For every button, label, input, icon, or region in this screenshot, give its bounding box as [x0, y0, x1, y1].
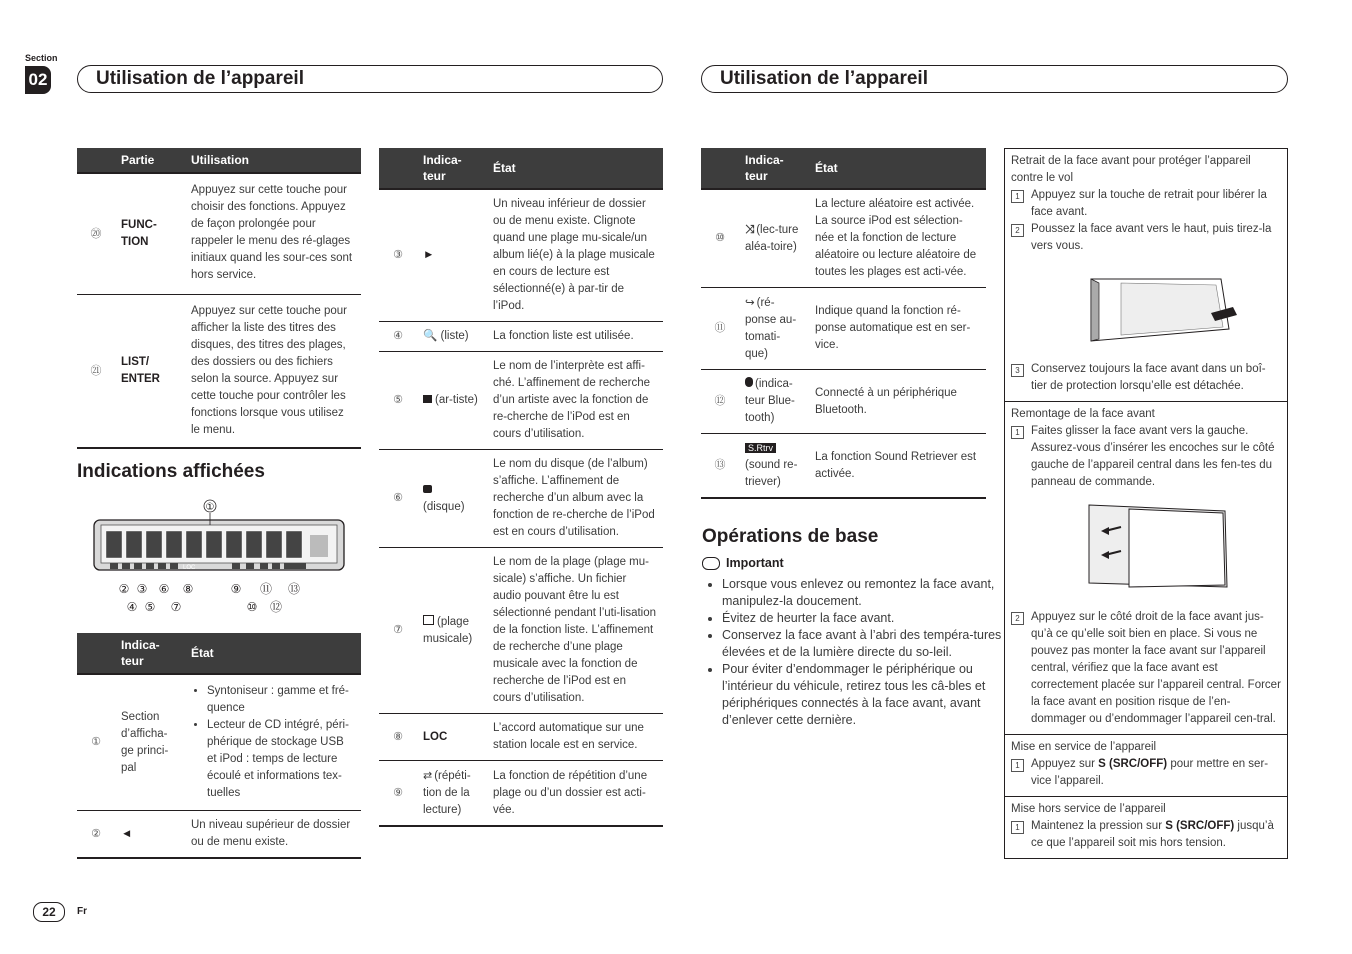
- callout: ⑫: [269, 600, 283, 614]
- section-title: Mise hors service de l’appareil: [1011, 803, 1166, 815]
- callout: ④: [126, 600, 138, 614]
- part-name: FUNC-TION: [115, 173, 185, 295]
- song-icon: [423, 615, 434, 625]
- list-item: • Lecteur de CD intégré, péri-phérique de stockage USB et iPod : temps de lecture écoulé et informations tex-tuelles: [207, 717, 355, 802]
- col-header-etat: État: [809, 148, 986, 189]
- display-diagram: [88, 495, 350, 617]
- indicator-name: (disque): [423, 500, 465, 513]
- row-number: ①: [77, 674, 115, 811]
- step-text: Faites glisser la face avant vers la gauche. Assurez-vous d’insérer les encoches sur le côté gauche de l’appareil central dans les fen-tes du panneau de commande.: [1031, 425, 1275, 488]
- row-number: ⑦: [379, 548, 417, 714]
- indicator-cell: [417, 548, 487, 714]
- page-header-left: Utilisation de l’appareil: [77, 65, 663, 93]
- table-row: [701, 288, 986, 370]
- repeat-icon: ⇄: [423, 769, 433, 782]
- indicator-name: (ar-tiste): [435, 394, 478, 406]
- row-number: ②: [77, 811, 115, 859]
- row-number: ⑪: [701, 288, 739, 370]
- detach-illustration: [1011, 255, 1281, 361]
- section-title: Mise en service de l’appareil: [1011, 741, 1157, 753]
- list-item: • Lorsque vous enlevez ou remontez la face avant, manipulez-la doucement.: [722, 576, 1004, 610]
- page-header-right: Utilisation de l’appareil: [701, 65, 1288, 93]
- table-row: [379, 352, 663, 450]
- callout: ⑦: [170, 600, 182, 614]
- row-number: ⑧: [379, 714, 417, 761]
- table-row: [379, 548, 663, 714]
- key-label: S (SRC/OFF): [1165, 820, 1235, 832]
- step: [1011, 756, 1281, 790]
- indicator-cell: [739, 189, 809, 288]
- step: [1011, 423, 1281, 491]
- indicator-cell: [739, 434, 809, 499]
- key-label: S (SRC/OFF): [1098, 758, 1168, 770]
- step-text: Poussez la face avant vers le haut, puis tirez-la vers vous.: [1031, 223, 1272, 252]
- row-number: ③: [379, 189, 417, 322]
- callout: ⑬: [287, 582, 301, 596]
- indicator-cell: [417, 761, 487, 827]
- table-row: [701, 370, 986, 434]
- step: [1011, 609, 1281, 728]
- step-text-part: pour mettre en ser-vice l’appareil.: [1031, 758, 1269, 787]
- callout: ⑨: [230, 582, 242, 596]
- mise-en-service-section: [1005, 735, 1287, 797]
- indicator-name: (ré-ponse au-tomati-que): [745, 297, 797, 360]
- phone-icon: ↪: [745, 295, 755, 309]
- indicator-name: 🔍 (liste): [417, 322, 487, 352]
- part-usage: Appuyez sur cette touche pour afficher la liste des titres des disques, des titres des plages, des dossiers ou des fichiers selon la source. Appuyez sur cette touche pour contrôler les fonctions lorsque vous utilisez le menu.: [185, 295, 361, 449]
- indicator-cell: [739, 288, 809, 370]
- remontage-section: [1005, 402, 1287, 735]
- indicator-cell: [739, 370, 809, 434]
- indicator-state: La fonction de répétition d’une plage ou d’un dossier est acti-vée.: [487, 761, 663, 827]
- col-header-indicateur: Indica-teur: [417, 148, 487, 189]
- callout: ⑧: [182, 582, 194, 596]
- table-row: [379, 714, 663, 761]
- step-number: 1: [1011, 759, 1024, 772]
- loc-indicator: LOC: [183, 565, 196, 571]
- step-text-part: Appuyez sur: [1031, 758, 1099, 770]
- indicator-name: (indica-teur Blue-tooth): [745, 378, 795, 424]
- indicator-name: LOC: [417, 714, 487, 761]
- row-number: ⑨: [379, 761, 417, 827]
- step-text: Appuyez sur le côté droit de la face avant jus-qu’à ce qu’elle soit bien en place. Si vous ne pouvez pas monter la face avant sur l’appareil central, vérifiez que la face avant est correctement placée sur l’appareil central. Forcer la face avant en position risque de l’en-dommager ou d’endommager l’appareil cen-tral.: [1031, 611, 1281, 725]
- step-number: 1: [1011, 821, 1024, 834]
- step: [1011, 361, 1281, 395]
- warning-icon: [702, 557, 720, 570]
- part-name: LIST/ ENTER: [115, 295, 185, 449]
- indicator-name: ►: [417, 189, 487, 322]
- part-usage: Appuyez sur cette touche pour choisir des fonctions. Appuyez de façon prolongée pour rappeler le menu des ré-glages initiaux quand les sour-ces sont hors service.: [185, 173, 361, 295]
- list-item: • Syntoniseur : gamme et fré-quence: [207, 683, 355, 717]
- row-number: ⑩: [701, 189, 739, 288]
- operations-title: Opérations de base: [702, 526, 879, 547]
- table-row: [379, 189, 663, 322]
- indicator-name: (lec-ture aléa-toire): [745, 224, 799, 253]
- sound-retriever-badge: S.Rtrv: [745, 443, 776, 453]
- shuffle-icon: ⤨: [745, 222, 755, 236]
- indicator-cell: [417, 450, 487, 548]
- important-label: Important: [726, 556, 784, 570]
- indicator-name: (plage musicale): [423, 615, 473, 645]
- indicator-state: La lecture aléatoire est activée. La source iPod est sélection-née et la fonction de lecture aléatoire ou lecture aléatoire de toutes les plages est acti-vée.: [809, 189, 986, 288]
- language-label: Fr: [77, 906, 87, 917]
- step-number: 3: [1011, 364, 1024, 377]
- step-text: Appuyez sur la touche de retrait pour libérer la face avant.: [1031, 189, 1267, 218]
- col-header-indicateur: Indica-teur: [115, 633, 185, 674]
- indicator-state: Connecté à un périphérique Bluetooth.: [809, 370, 986, 434]
- callout: ⑪: [259, 582, 273, 596]
- indicators-table-2: [379, 148, 663, 827]
- col-header-indicateur: Indica-teur: [739, 148, 809, 189]
- callout: ③: [136, 582, 148, 596]
- indicator-state: Le nom de la plage (plage mu-sicale) s’affiche. Un fichier audio pouvant être lu est sélectionné pendant l’uti-lisation de la fonction liste. L’affinement de recherche d’une plage musicale avec la fonction de recherche de l’iPod est en cours d’utilisation.: [487, 548, 663, 714]
- table-row: [77, 295, 361, 449]
- col-header-utilisation: Utilisation: [185, 148, 361, 173]
- callout: ⑥: [158, 582, 170, 596]
- section-title: Remontage de la face avant: [1011, 408, 1155, 420]
- indicator-state: La fonction Sound Retriever est activée.: [809, 434, 986, 499]
- step-number: 2: [1011, 612, 1024, 625]
- row-number: ㉑: [77, 295, 115, 449]
- table-row: [701, 434, 986, 499]
- row-number: ⑫: [701, 370, 739, 434]
- callout: ⑩: [246, 600, 258, 614]
- step-text: Conservez toujours la face avant dans un boî-tier de protection lorsqu’elle est détachée.: [1031, 363, 1266, 392]
- row-number: ⑥: [379, 450, 417, 548]
- step-number: 2: [1011, 224, 1024, 237]
- step-text-part: jusqu’à ce que l’appareil soit mis hors tension.: [1031, 820, 1274, 849]
- indicator-state: Un niveau supérieur de dossier ou de menu existe.: [185, 811, 361, 859]
- section-number: 02: [25, 66, 51, 94]
- list-item: • Évitez de heurter la face avant.: [722, 610, 1004, 627]
- indicator-name: ◄: [115, 811, 185, 859]
- indicator-state: Le nom du disque (de l’album) s’affiche. L’affinement de recherche d’un album avec la fonction de re-cherche de l’iPod est en cours d’utilisation.: [487, 450, 663, 548]
- artist-icon: [423, 395, 432, 403]
- col-header-etat: État: [487, 148, 663, 189]
- table-row: [379, 761, 663, 827]
- indicator-state: Le nom de l’interprète est affi-ché. L’affinement de recherche d’un artiste avec la fonction de re-cherche de l’iPod est en cours d’utilisation.: [487, 352, 663, 450]
- callout: ②: [118, 582, 130, 596]
- step-text: [1031, 756, 1281, 790]
- step-number: 1: [1011, 190, 1024, 203]
- instructions-box: [1004, 148, 1288, 859]
- col-header-etat: État: [185, 633, 361, 674]
- page-number: 22: [33, 902, 65, 922]
- step-text: [1031, 818, 1281, 852]
- table-row: [379, 450, 663, 548]
- list-item: • Conservez la face avant à l’abri des tempéra-tures élevées et de la lumière directe du so-leil.: [722, 627, 1004, 661]
- callout: ⑤: [144, 600, 156, 614]
- step: [1011, 818, 1281, 852]
- indicator-name: (sound re-triever): [745, 459, 798, 488]
- indicator-name: (répéti-tion de la lecture): [423, 770, 471, 816]
- indicators-table-1: [77, 633, 361, 859]
- retrait-section: [1005, 149, 1287, 402]
- row-number: ⑤: [379, 352, 417, 450]
- important-heading: [702, 556, 784, 570]
- step-number: 1: [1011, 426, 1024, 439]
- step: [1011, 187, 1281, 221]
- attach-illustration: [1011, 491, 1281, 609]
- row-number: ⑬: [701, 434, 739, 499]
- indicators-table-3: [701, 148, 986, 499]
- table-row: [77, 674, 361, 811]
- list-item: • Pour éviter d’endommager le périphérique ou l’intérieur du véhicule, retirez tous les câ-bles et périphériques connectés à la face avant, avant d’enlever cette dernière.: [722, 661, 1004, 729]
- state-list: [191, 683, 355, 802]
- indicator-state: L’accord automatique sur une station locale est en service.: [487, 714, 663, 761]
- parts-table: [77, 148, 361, 449]
- table-row: [379, 322, 663, 352]
- step-text-part: Maintenez la pression sur: [1031, 820, 1166, 832]
- indicator-cell: [417, 352, 487, 450]
- row-number: ⑳: [77, 173, 115, 295]
- indicator-state: Indique quand la fonction ré-ponse automatique est en ser-vice.: [809, 288, 986, 370]
- disc-icon: [423, 485, 432, 493]
- indications-title: Indications affichées: [77, 461, 265, 482]
- section-title: Retrait de la face avant pour protéger l’appareil contre le vol: [1011, 155, 1251, 184]
- table-row: [77, 811, 361, 859]
- mise-hors-service-section: [1005, 797, 1287, 858]
- indicator-name: Section d’afficha-ge princi-pal: [115, 674, 185, 811]
- important-list: [704, 576, 1004, 729]
- row-number: ④: [379, 322, 417, 352]
- table-row: [77, 173, 361, 295]
- bluetooth-icon: [745, 377, 753, 387]
- callout-1: ①: [205, 502, 215, 513]
- step: [1011, 221, 1281, 255]
- table-row: [701, 189, 986, 288]
- indicator-state: Un niveau inférieur de dossier ou de menu existe. Clignote quand une plage mu-sicale/un album lié(e) à la plage musicale en cours de lecture est sélectionné(e) à par-tir de l’iPod.: [487, 189, 663, 322]
- indicator-state: La fonction liste est utilisée.: [487, 322, 663, 352]
- section-label: Section: [25, 53, 58, 63]
- col-header-partie: Partie: [115, 148, 185, 173]
